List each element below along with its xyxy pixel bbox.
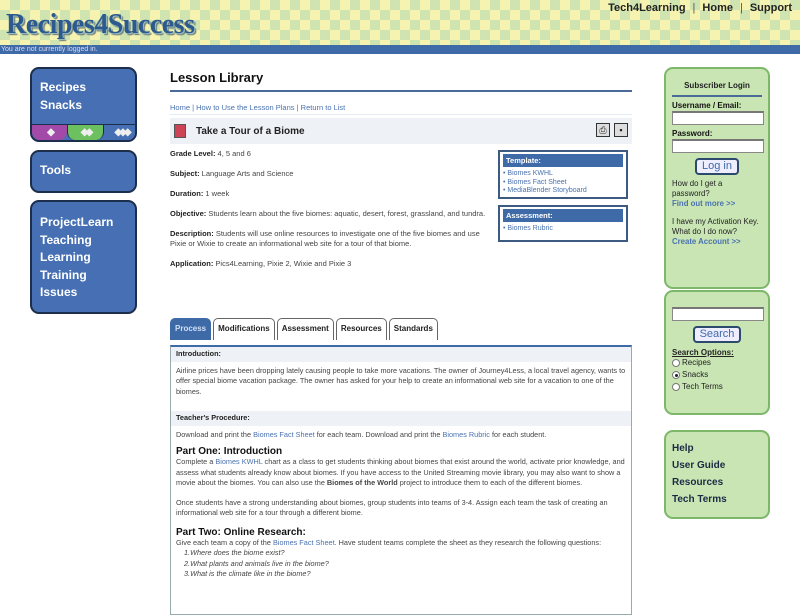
- kwhl-link[interactable]: Biomes KWHL: [215, 457, 263, 466]
- process-panel: [170, 345, 632, 615]
- username-label: Username / Email:: [672, 101, 742, 110]
- nav-training[interactable]: Training: [40, 267, 87, 282]
- tab-modifications[interactable]: Modifications: [213, 318, 275, 340]
- description: Description: Students will use online resources to investigate one of the five biomes and use Pixie or Wixie to create an informational web site for a tour of that biome.: [170, 229, 480, 248]
- site-logo[interactable]: Recipes4Success: [6, 9, 195, 40]
- template-link[interactable]: • Biomes Fact Sheet: [503, 178, 567, 186]
- link-tech4learning[interactable]: Tech4Learning: [608, 2, 686, 14]
- crumb-how-to[interactable]: How to Use the Lesson Plans: [196, 103, 295, 112]
- question: 2.What plants and animals live in the biome?: [184, 558, 329, 568]
- lesson-tabs: [170, 318, 438, 340]
- nav-tools[interactable]: Tools: [40, 163, 72, 177]
- lesson-title: Take a Tour of a Biome: [196, 125, 305, 137]
- lesson-title-bar: [170, 118, 632, 144]
- print-icon[interactable]: ⎙: [596, 123, 610, 137]
- introduction-text: Airline prices have been dropping lately causing people to take more vacations. The owner of Journey4Less, a local travel agency, wants to offer special biome vacation package. The owner has asked for your help to create an informational web site for a vacation to one of the biomes.: [176, 365, 626, 396]
- user-guide-link[interactable]: User Guide: [672, 460, 726, 471]
- radio-icon[interactable]: [672, 383, 680, 391]
- link-support[interactable]: Support: [749, 2, 792, 14]
- breadcrumb: Home | How to Use the Lesson Plans | Return to List: [170, 103, 632, 115]
- procedure-heading: Teacher's Procedure:: [171, 411, 631, 426]
- search-box: [664, 290, 770, 415]
- tab-assessment[interactable]: Assessment: [277, 318, 334, 340]
- save-icon[interactable]: ▪: [614, 123, 628, 137]
- main-content: [170, 65, 632, 578]
- template-link[interactable]: • MediaBlender Storyboard: [503, 187, 587, 194]
- part-one-grouping: Once students have a strong understanding about biomes, group students into teams of 3-4. Assign each team the task of creating an informational web site for a tour through a different biome.: [176, 497, 608, 517]
- login-title: Subscriber Login: [672, 75, 762, 97]
- objective: Objective: Students learn about the five biomes: aquatic, desert, forest, grassland, and tundra.: [170, 209, 486, 218]
- header-banner: [0, 0, 800, 45]
- assessment-heading: Assessment:: [503, 209, 623, 222]
- crumb-home[interactable]: Home: [170, 103, 191, 112]
- introduction-heading: Introduction:: [171, 347, 631, 362]
- part-one-heading: Part One: Introduction: [176, 446, 283, 457]
- nav-learning[interactable]: Learning: [40, 250, 91, 264]
- help-link[interactable]: Help: [672, 443, 694, 454]
- link-home[interactable]: Home: [702, 2, 733, 14]
- password-input[interactable]: [672, 139, 764, 153]
- separator: |: [692, 2, 696, 14]
- fact-sheet-link[interactable]: Biomes Fact Sheet: [253, 429, 315, 439]
- password-help: How do I get a password?: [672, 179, 723, 198]
- duration: Duration: 1 week: [170, 189, 230, 198]
- nav-projectlearn[interactable]: ProjectLearn: [40, 215, 114, 229]
- part-one-text: Complete a Biomes KWHL chart as a class to get students thinking about biomes that exist around the world, activate prior knowledge, and assess what students already know about biomes. If you have access to the United Streaming movie library, you may also want to show a movie about the biomes. You can also use the Biomes of the World project to introduce them to each of the different biomes.: [176, 457, 625, 487]
- find-out-more-link[interactable]: Find out more >>: [672, 199, 736, 208]
- level-chips: [32, 124, 137, 140]
- separator: |: [739, 2, 743, 14]
- help-box: [664, 430, 770, 519]
- login-box: [664, 67, 770, 289]
- search-input[interactable]: [672, 307, 764, 321]
- password-label: Password:: [672, 129, 713, 138]
- login-button[interactable]: Log in: [695, 158, 739, 175]
- search-button[interactable]: Search: [693, 326, 742, 343]
- nav-box-tools: [30, 150, 137, 193]
- nav-issues[interactable]: Issues: [40, 285, 78, 299]
- login-status: You are not currently logged in.: [0, 45, 800, 54]
- question: 3.What is the climate like in the biome?: [184, 569, 311, 578]
- subject: Subject: Language Arts and Science: [170, 169, 294, 178]
- search-options-label: Search Options:: [672, 348, 734, 357]
- tech-terms-link[interactable]: Tech Terms: [672, 494, 727, 505]
- level-1-icon[interactable]: ◆: [32, 124, 67, 140]
- option-tech-terms[interactable]: Tech Terms: [672, 381, 762, 393]
- level-3-icon[interactable]: ◆◆◆: [104, 124, 137, 140]
- create-account-link[interactable]: Create Account >>: [672, 237, 741, 246]
- assessment-box: [498, 205, 628, 242]
- username-input[interactable]: [672, 111, 764, 125]
- part-two-text: Give each team a copy of the Biomes Fact Sheet. Have student teams complete the sheet as they research the following questions:: [176, 537, 602, 547]
- grade-level: Grade Level: 4, 5 and 6: [170, 149, 251, 158]
- template-link[interactable]: • Biomes KWHL: [503, 170, 553, 177]
- radio-selected-icon[interactable]: [672, 371, 680, 379]
- tab-resources[interactable]: Resources: [336, 318, 387, 340]
- radio-icon[interactable]: [672, 359, 680, 367]
- part-two-heading: Part Two: Online Research:: [176, 526, 306, 538]
- book-icon: [174, 124, 186, 138]
- resources-link[interactable]: Resources: [672, 477, 724, 488]
- option-recipes[interactable]: Recipes: [672, 357, 762, 369]
- template-heading: Template:: [503, 154, 623, 167]
- activation-help: I have my Activation Key. What do I do now?: [672, 217, 759, 236]
- nav-box-recipes: [30, 67, 137, 142]
- nav-recipes[interactable]: Recipes: [40, 80, 87, 94]
- option-snacks[interactable]: Snacks: [672, 369, 762, 381]
- fact-sheet-link[interactable]: Biomes Fact Sheet: [272, 537, 335, 547]
- rubric-link[interactable]: Biomes Rubric: [442, 429, 490, 439]
- crumb-return[interactable]: Return to List: [300, 103, 346, 112]
- assessment-link[interactable]: • Biomes Rubric: [503, 225, 553, 232]
- procedure-text: Download and print the Biomes Fact Sheet for each team. Download and print the Biomes Rubric for each student.: [176, 429, 547, 439]
- nav-box-projectlearn: [30, 200, 137, 314]
- tab-standards[interactable]: Standards: [389, 318, 438, 340]
- top-links: [608, 2, 792, 14]
- question: 1.Where does the biome exist?: [184, 548, 285, 557]
- page-title: Lesson Library: [170, 65, 632, 92]
- application: Application: Pics4Learning, Pixie 2, Wixie and Pixie 3: [170, 259, 352, 268]
- nav-teaching[interactable]: Teaching: [40, 232, 92, 247]
- nav-snacks[interactable]: Snacks: [40, 97, 83, 112]
- tab-process[interactable]: Process: [170, 318, 211, 340]
- template-box: [498, 150, 628, 199]
- level-2-icon[interactable]: ◆◆: [67, 124, 104, 140]
